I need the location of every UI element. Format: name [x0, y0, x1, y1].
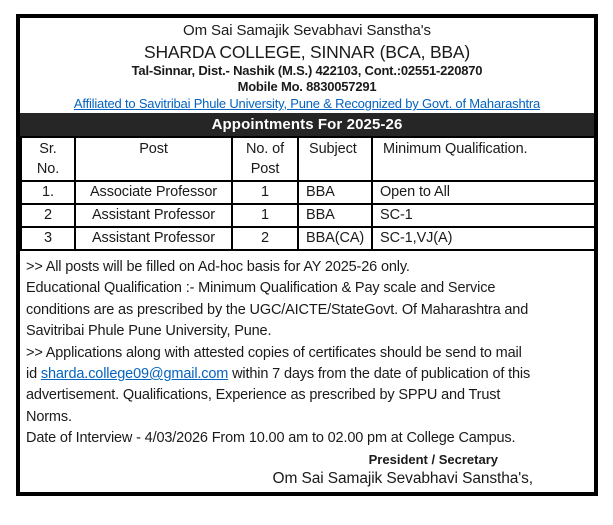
- body-line: advertisement. Qualifications, Experience as prescribed by SPPU and Trust: [26, 387, 501, 404]
- body-line: Savitribai Phule Pune University, Pune.: [26, 323, 272, 340]
- col-header-subject: Subject: [298, 137, 372, 181]
- col-header-no-of-post: No. of Post: [232, 137, 298, 181]
- body-line: >> Applications along with attested copies of certificates should be send to mail: [26, 344, 522, 361]
- body-line: >> All posts will be filled on Ad-hoc basis for AY 2025-26 only.: [26, 259, 410, 275]
- body-line-email: [26, 364, 590, 385]
- signature-org: Om Sai Samajik Sevabhavi Sanstha's,: [272, 469, 533, 487]
- notice-body: [20, 251, 594, 450]
- cell-qualification: Open to All: [372, 181, 595, 204]
- table-header-row: [21, 137, 595, 181]
- notice-frame: [16, 14, 598, 496]
- cell-qualification: SC-1: [372, 204, 595, 227]
- affiliation-link[interactable]: Affiliated to Savitribai Phule University, Pune & Recognized by Govt. of Maharashtra: [73, 96, 541, 111]
- col-header-post: Post: [75, 137, 232, 181]
- body-line: conditions are as prescribed by the UGC/AICTE/StateGovt. Of Maharashtra and: [26, 301, 529, 318]
- organization-name: Om Sai Samajik Sevabhavi Sanstha's: [183, 22, 431, 39]
- cell-qualification: SC-1,VJ(A): [372, 227, 595, 250]
- appointments-caption-bar: [20, 113, 594, 136]
- cell-post: Assistant Professor: [75, 204, 232, 227]
- cell-sr-no: 3: [21, 227, 75, 250]
- cell-no-of-post: 1: [232, 181, 298, 204]
- col-header-sr-no: Sr. No.: [21, 137, 75, 181]
- cell-post: Associate Professor: [75, 181, 232, 204]
- cell-sr-no: 2: [21, 204, 75, 227]
- appointments-table: [20, 136, 596, 251]
- table-row: [21, 204, 595, 227]
- cell-no-of-post: 2: [232, 227, 298, 250]
- cell-sr-no: 1.: [21, 181, 75, 204]
- table-row: [21, 227, 595, 250]
- email-link[interactable]: sharda.college09@gmail.com: [40, 366, 229, 383]
- body-line: Norms.: [26, 408, 72, 425]
- college-address: Tal-Sinnar, Dist.- Nashik (M.S.) 422103, Cont.:02551-220870: [131, 63, 483, 78]
- body-line: Educational Qualification :- Minimum Qualification & Pay scale and Service: [26, 280, 496, 297]
- email-line-prefix: id: [26, 366, 41, 383]
- signature-title: President / Secretary: [368, 451, 498, 467]
- mobile-number: Mobile Mo. 8830057291: [237, 79, 377, 94]
- cell-subject: BBA: [298, 204, 372, 227]
- table-row: [21, 181, 595, 204]
- email-line-suffix: within 7 days from the date of publication of this: [228, 366, 531, 383]
- interview-date-line: Date of Interview - 4/03/2026 From 10.00 am to 02.00 pm at College Campus.: [26, 430, 516, 447]
- cell-subject: BBA: [298, 181, 372, 204]
- cell-no-of-post: 1: [232, 204, 298, 227]
- cell-subject: BBA(CA): [298, 227, 372, 250]
- col-header-min-qualification: Minimum Qualification.: [372, 137, 595, 181]
- notice-header: [20, 18, 594, 112]
- cell-post: Assistant Professor: [75, 227, 232, 250]
- college-name: SHARDA COLLEGE, SINNAR (BCA, BBA): [144, 42, 470, 62]
- affiliation-line: [20, 95, 594, 112]
- appointments-caption-text: Appointments For 2025-26: [211, 116, 403, 133]
